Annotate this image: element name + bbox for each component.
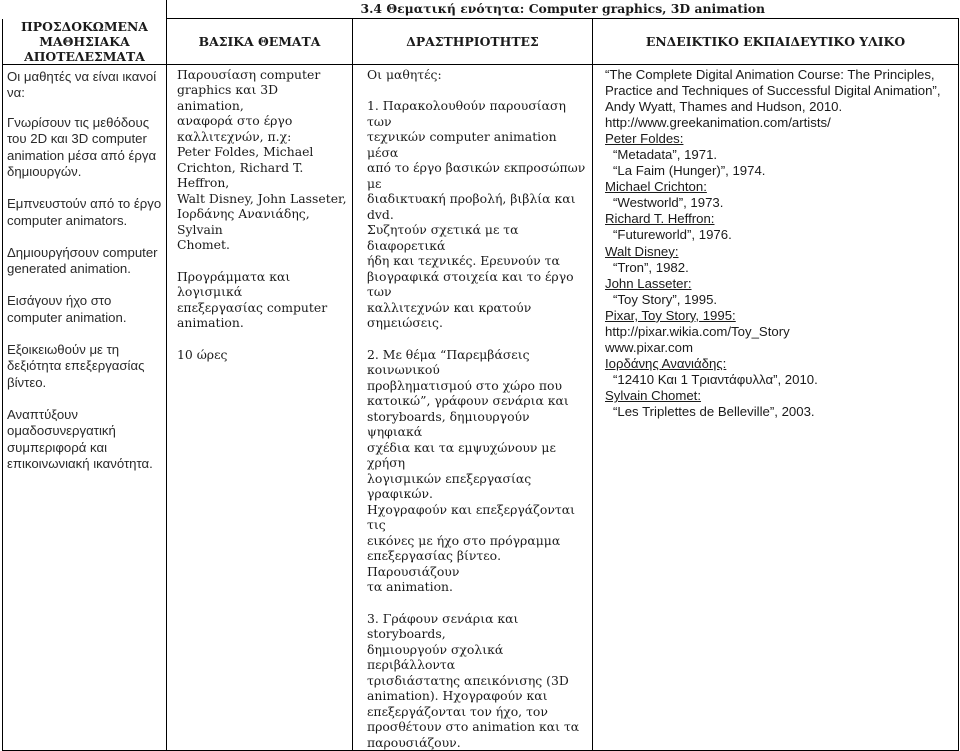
activity-2: 2. Με θέμα “Παρεμβάσεις κοινωνικού προβληματισμού στο χώρο που κατοικώ”, γράφουν σενάρια και storyboards, δημιουργούν ψηφιακά σχέδια και τα εμψυχώνουν με χρήση λογισμικών επεξεργασίας γραφικών. Ηχογραφούν και επεξεργάζονται τις εικόνες με ήχο στο πρόγραμμα επεξεργασίας βίντεο. Παρουσιάζουν τα animation. — [367, 346, 575, 594]
outcomes-cell — [3, 64, 167, 751]
materials-entry-work: “Les Triplettes de Belleville”, 2003. — [613, 404, 815, 420]
header-outcomes — [3, 19, 167, 65]
materials-entry-name: Walt Disney: — [605, 243, 679, 259]
materials-link-greekanimation[interactable]: http://www.greekanimation.com/artists/ — [605, 114, 831, 130]
outcome-item: Εξοικειωθούν με τη δεξιότητα επεξεργασίας βίντεο. — [7, 342, 145, 390]
outcome-item: Εμπνευστούν από το έργο computer animators. — [7, 196, 162, 228]
topics-block-software: Προγράμματα και λογισμικά επεξεργασίας computer animation. — [177, 268, 328, 330]
materials-entry-work: “Tron”, 1982. — [613, 259, 689, 275]
materials-pixar-title: Pixar, Toy Story, 1995: — [605, 307, 736, 323]
materials-cell — [593, 64, 959, 751]
outcome-item: Αναπτύξουν ομαδοσυνεργατική συμπεριφορά και επικοινωνιακή ικανότητα. — [7, 406, 153, 471]
materials-entry-name: Ιορδάνης Ανανιάδης: — [605, 356, 727, 372]
outcome-item: Δημιουργήσουν computer generated animation. — [7, 244, 158, 277]
curriculum-table — [2, 0, 959, 751]
activities-intro: Οι μαθητές: — [367, 66, 442, 82]
materials-entry-work: “Toy Story”, 1995. — [613, 291, 718, 307]
header-outcomes-line2: ΜΑΘΗΣΙΑΚΑ — [39, 33, 130, 49]
materials-entry-name: Michael Crichton: — [605, 179, 707, 195]
materials-link-pixar-wikia[interactable]: http://pixar.wikia.com/Toy_Story — [605, 324, 790, 339]
header-outcomes-line3: ΑΠΟΤΕΛΕΣΜΑΤΑ — [24, 48, 145, 64]
materials-link-pixar-site[interactable]: www.pixar.com — [605, 340, 693, 356]
table-title-left-blank — [3, 0, 167, 19]
outcome-item: Γνωρίσουν τις μεθόδους του 2D και 3D computer animation μέσα από έργα δημιουργών. — [7, 115, 157, 179]
header-outcomes-line1: ΠΡΟΣΔΟΚΩΜΕΝΑ — [21, 18, 148, 34]
outcomes-intro: Οι μαθητές να είναι ικανοί να: — [7, 68, 157, 100]
materials-entry-work: “Metadata”, 1971. — [613, 146, 718, 162]
activity-1: 1. Παρακολουθούν παρουσίαση των τεχνικών computer animation μέσα από το έργο βασικών εκπροσώπων με διαδικτυακή προβολή, βιβλία και dvd. Συζητούν σχετικά με τα διαφορετικά ήδη και τεχνικές. Ερευνούν τα βιογραφικά στοιχεία και το έργο των καλλιτεχνών και κρατούν σημειώσεις. — [367, 98, 586, 330]
activity-3: 3. Γράφουν σενάρια και storyboards, δημιουργούν σχολικά περιβάλλοντα τρισδιάστατης απεικόνισης (3D animation). Ηχογραφούν και επεξεργάζονται τον ήχο, τον προσθέτουν στο animation και τα παρουσιάζουν. — [367, 610, 580, 750]
materials-entry-work: “12410 Και 1 Τριαντάφυλλα”, 2010. — [613, 372, 818, 388]
materials-entry-name: Peter Foldes: — [605, 130, 684, 146]
materials-entry-work: “La Faim (Hunger)”, 1974. — [613, 163, 766, 179]
materials-book: “The Complete Digital Animation Course: The Principles, Practice and Techniques of Successful Digital Animation”, Andy Wyatt, Thames and Hudson, 2010. — [605, 66, 941, 114]
activities-cell — [353, 64, 593, 751]
materials-entry-name: John Lasseter: — [605, 275, 692, 291]
topics-hours: 10 ώρες — [177, 346, 228, 362]
materials-entry-name: Richard T. Heffron: — [605, 211, 715, 227]
topics-cell — [167, 64, 353, 751]
outcome-item: Εισάγουν ήχο στο computer animation. — [7, 293, 127, 325]
topics-block-presentation: Παρουσίαση computer graphics και 3D animation, αναφορά στο έργο καλλιτεχνών, π.χ: Peter Foldes, Michael Crichton, Richard T. Heffron, Walt Disney, John Lasseter, Ιορδάνης Ανανιάδης, Sylvain Chomet. — [177, 66, 347, 252]
page-title: 3.4 Θεματική ενότητα: Computer graphics, 3D animation — [167, 0, 959, 19]
materials-entry-work: “Westworld”, 1973. — [613, 195, 724, 211]
header-materials: ΕΝΔΕΙΚΤΙΚΟ ΕΚΠΑΙΔΕΥΤΙΚΟ ΥΛΙΚΟ — [593, 19, 959, 65]
materials-entry-work: “Futureworld”, 1976. — [613, 227, 732, 243]
materials-entry-name: Sylvain Chomet: — [605, 388, 702, 404]
header-topics: ΒΑΣΙΚΑ ΘΕΜΑΤΑ — [167, 19, 353, 65]
header-activities: ΔΡΑΣΤΗΡΙΟΤΗΤΕΣ — [353, 19, 593, 65]
